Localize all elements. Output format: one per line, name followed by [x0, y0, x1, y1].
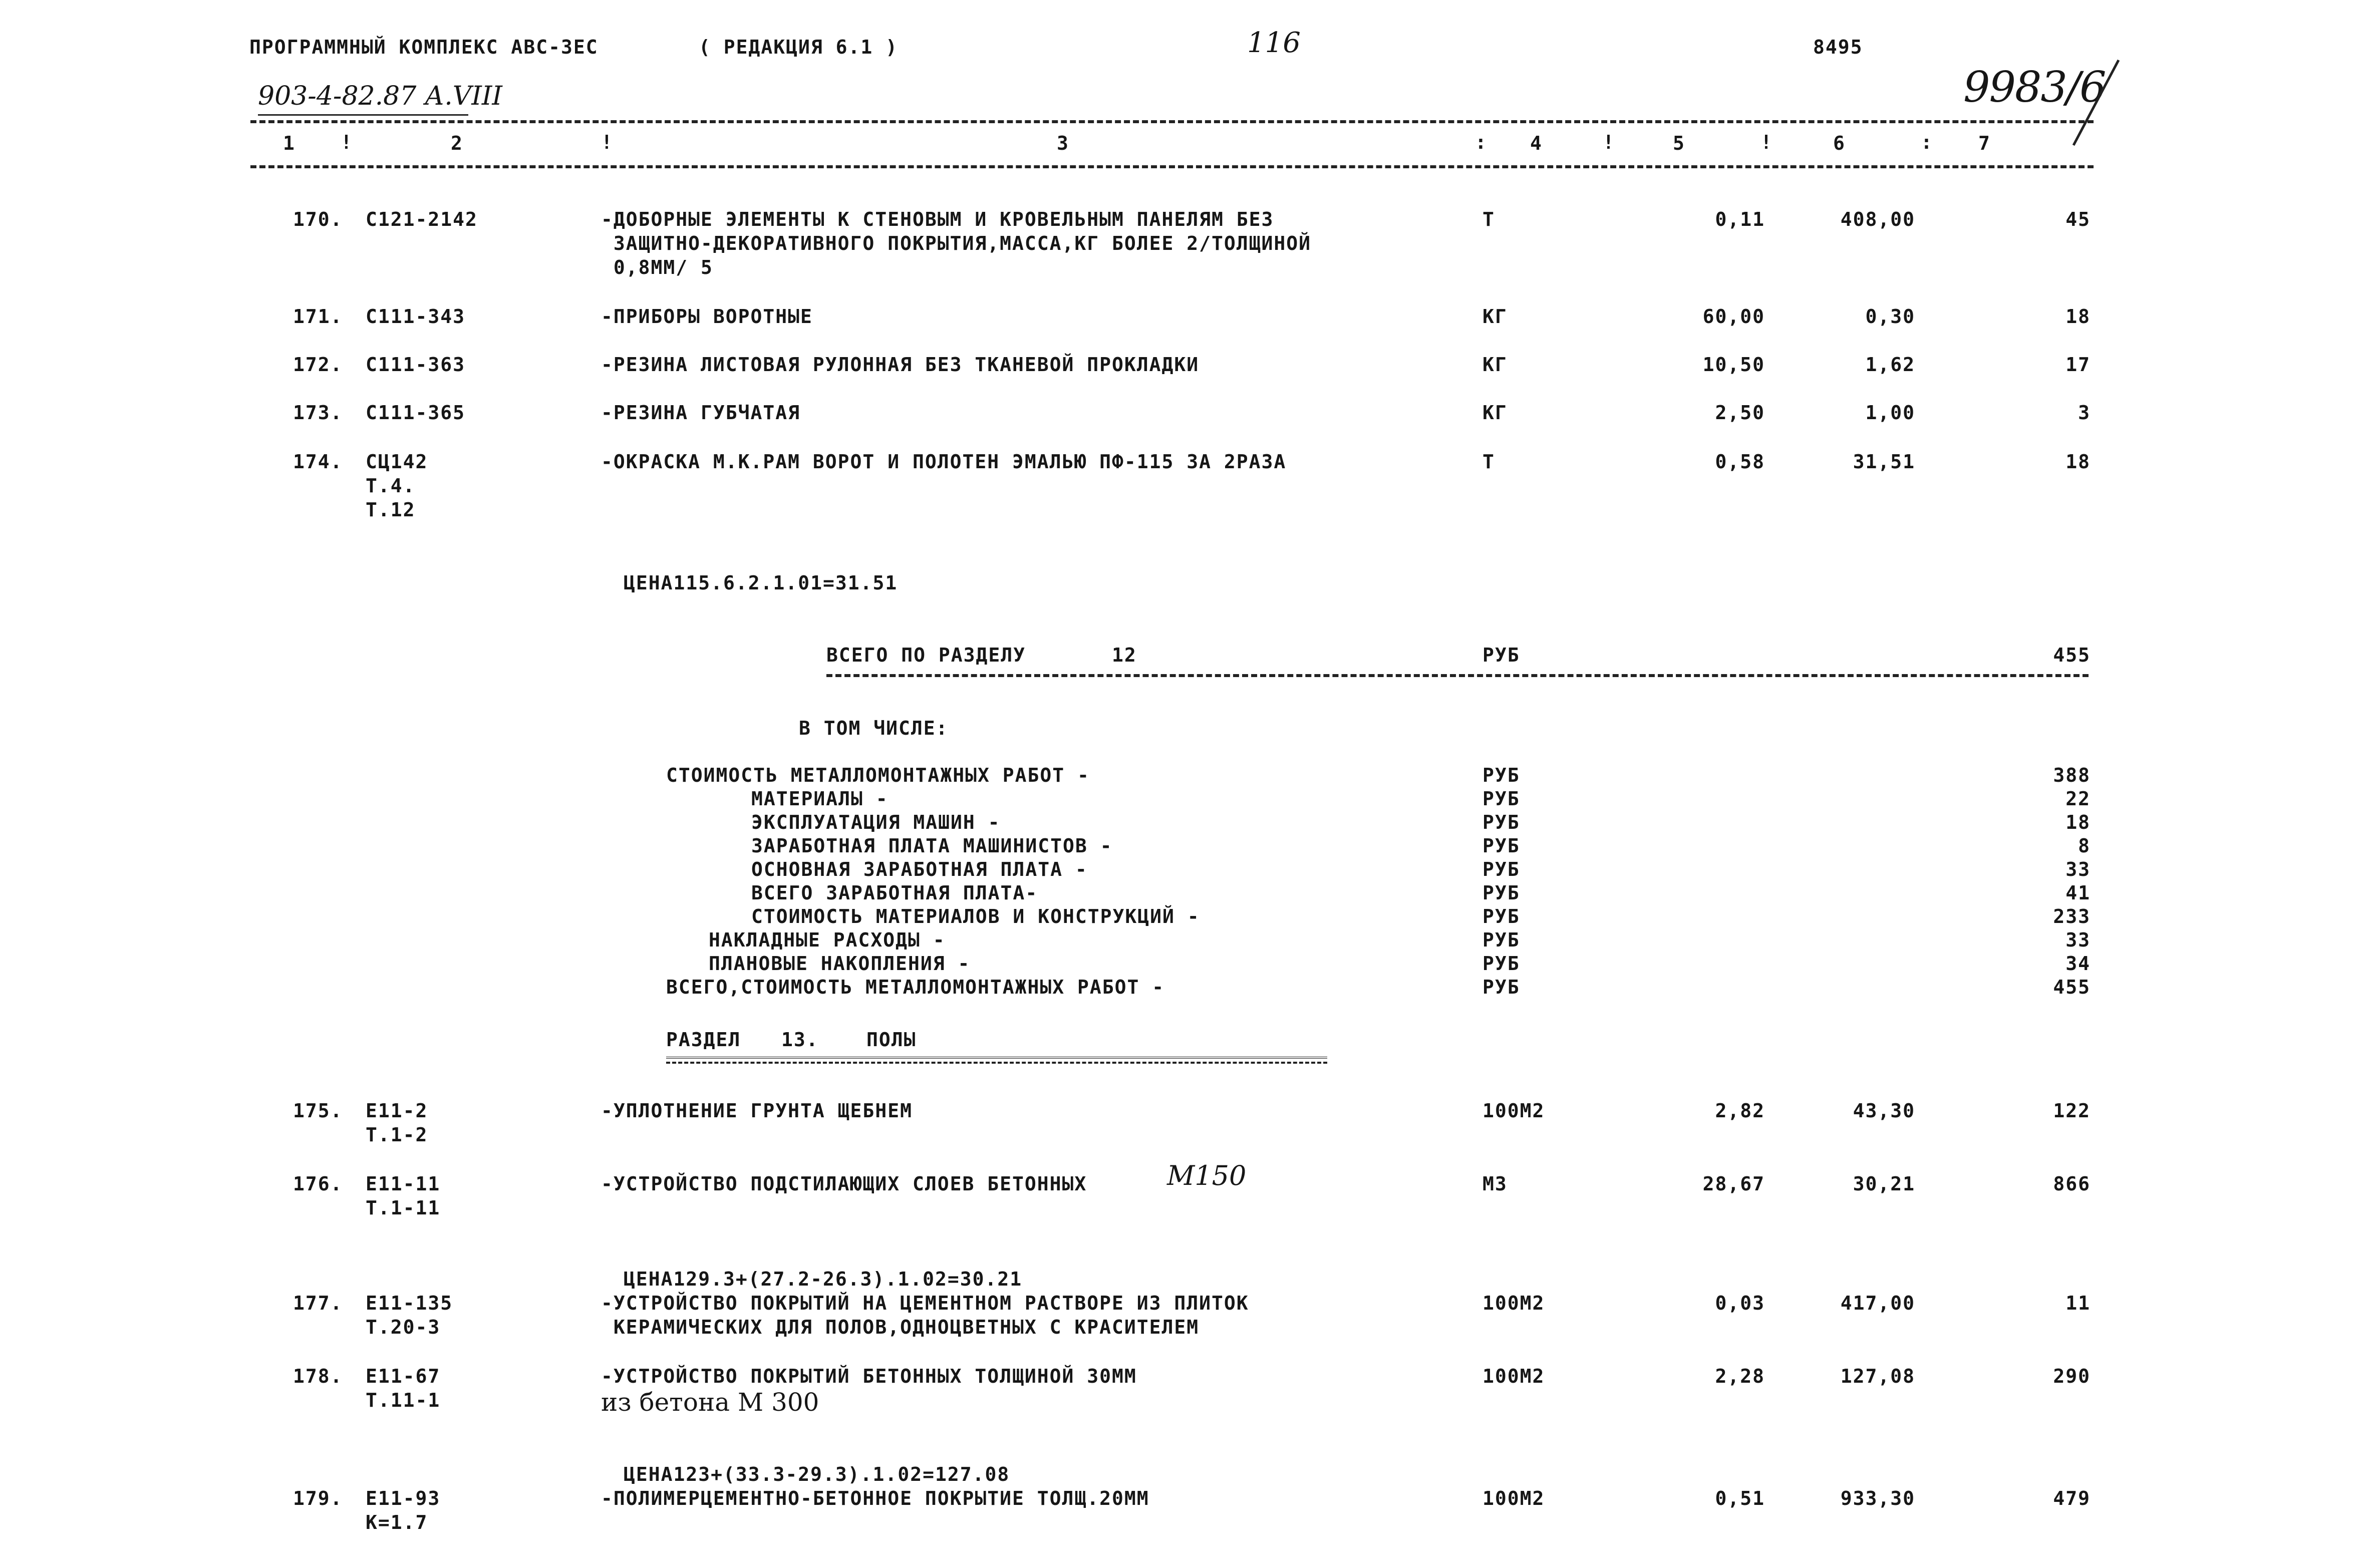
row-unit: 100М2: [1483, 1365, 1545, 1387]
row-unit: М3: [1483, 1173, 1508, 1195]
row-number: 173.: [293, 402, 343, 424]
row-number: 178.: [293, 1365, 343, 1387]
row-unit: 100М2: [1483, 1487, 1545, 1509]
row-description: -ПОЛИМЕРЦЕМЕНТНО-БЕТОННОЕ ПОКРЫТИЕ ТОЛЩ.20ММ: [601, 1487, 1149, 1509]
breakdown-value: 455: [2053, 976, 2091, 998]
row-code: Е11-67: [366, 1365, 441, 1387]
row-code: Е11-2: [366, 1100, 428, 1122]
breakdown-value: 388: [2053, 764, 2091, 786]
breakdown-unit: РУБ: [1483, 882, 1520, 904]
row-quantity: 0,51: [1715, 1487, 1765, 1509]
breakdown-label: НАКЛАДНЫЕ РАСХОДЫ -: [709, 929, 946, 951]
row-description: -РЕЗИНА ЛИСТОВАЯ РУЛОННАЯ БЕЗ ТКАНЕВОЙ ПРОКЛАДКИ: [601, 354, 1200, 376]
row-code: С111-363: [366, 354, 466, 376]
row-code-table: Т.4.: [366, 475, 416, 497]
row-quantity: 2,28: [1715, 1365, 1765, 1387]
row-code-table: К=1.7: [366, 1511, 428, 1533]
row-unit: 100М2: [1483, 1100, 1545, 1122]
row-total: 18: [2065, 305, 2091, 328]
row-number: 170.: [293, 208, 343, 230]
section-total-label: ВСЕГО ПО РАЗДЕЛУ: [826, 644, 1026, 666]
row-code-table: Т.1-2: [366, 1124, 428, 1146]
col-header-3: 3: [1057, 132, 1069, 154]
breakdown-value: 18: [2065, 811, 2091, 833]
row-price: 31,51: [1853, 451, 1915, 473]
page-number: 116: [1247, 27, 1301, 59]
breakdown-label: ПЛАНОВЫЕ НАКОПЛЕНИЯ -: [709, 953, 971, 975]
row-code-table: Т.12: [366, 499, 416, 521]
col-header-4: 4: [1530, 132, 1543, 154]
col-sep: !: [341, 131, 352, 153]
doc-reference: 903-4-82.87 А.VIII: [258, 81, 502, 111]
breakdown-label: ОСНОВНАЯ ЗАРАБОТНАЯ ПЛАТА -: [751, 858, 1088, 880]
section-heading-label: РАЗДЕЛ: [666, 1029, 741, 1051]
row-total: 479: [2053, 1487, 2091, 1509]
row-price: 43,30: [1853, 1100, 1915, 1122]
breakdown-value: 34: [2065, 953, 2091, 975]
row-unit: КГ: [1483, 402, 1508, 424]
row-description: -УПЛОТНЕНИЕ ГРУНТА ЩЕБНЕМ: [601, 1100, 913, 1122]
row-number: 171.: [293, 305, 343, 328]
price-note: ЦЕНА129.3+(27.2-26.3).1.02=30.21: [624, 1268, 1023, 1290]
breakdown-value: 33: [2065, 929, 2091, 951]
row-unit: КГ: [1483, 305, 1508, 328]
row-quantity: 2,50: [1715, 402, 1765, 424]
breakdown-value: 33: [2065, 858, 2091, 880]
row-number: 176.: [293, 1173, 343, 1195]
breakdown-unit: РУБ: [1483, 764, 1520, 786]
row-price: 933,30: [1840, 1487, 1915, 1509]
row-unit: 100М2: [1483, 1292, 1545, 1314]
row-total: 3: [2078, 402, 2091, 424]
row-number: 172.: [293, 354, 343, 376]
row-code-table: Т.11-1: [366, 1389, 441, 1411]
section-heading-rule: [666, 1057, 1327, 1064]
breakdown-label: ЭКСПЛУАТАЦИЯ МАШИН -: [751, 811, 1001, 833]
col-header-5: 5: [1673, 132, 1685, 154]
breakdown-value: 233: [2053, 905, 2091, 927]
row-price: 408,00: [1840, 208, 1915, 230]
col-header-2: 2: [451, 132, 463, 154]
breakdown-label: ВСЕГО,СТОИМОСТЬ МЕТАЛЛОМОНТАЖНЫХ РАБОТ -: [666, 976, 1165, 998]
breakdown-unit: РУБ: [1483, 858, 1520, 880]
col-header-6: 6: [1833, 132, 1846, 154]
row-quantity: 0,03: [1715, 1292, 1765, 1314]
row-price: 127,08: [1840, 1365, 1915, 1387]
header-rule-top: [250, 120, 2094, 123]
row-price: 0,30: [1865, 305, 1915, 328]
price-note: ЦЕНА115.6.2.1.01=31.51: [624, 572, 898, 594]
breakdown-unit: РУБ: [1483, 976, 1520, 998]
row-quantity: 60,00: [1702, 305, 1765, 328]
row-quantity: 10,50: [1702, 354, 1765, 376]
program-title: ПРОГРАММНЫЙ КОМПЛЕКС АВС-3ЕС: [249, 36, 599, 58]
breakdown-label: МАТЕРИАЛЫ -: [751, 788, 889, 810]
row-description: -ПРИБОРЫ ВОРОТНЫЕ: [601, 305, 813, 328]
row-price: 30,21: [1853, 1173, 1915, 1195]
breakdown-unit: РУБ: [1483, 788, 1520, 810]
row-code: Е11-135: [366, 1292, 453, 1314]
breakdown-label: СТОИМОСТЬ МЕТАЛЛОМОНТАЖНЫХ РАБОТ -: [666, 764, 1090, 786]
section-total-number: 12: [1112, 644, 1137, 666]
section-heading-number: 13.: [781, 1029, 819, 1051]
breakdown-label: СТОИМОСТЬ МАТЕРИАЛОВ И КОНСТРУКЦИЙ -: [751, 905, 1200, 927]
row-number: 177.: [293, 1292, 343, 1314]
breakdown-unit: РУБ: [1483, 953, 1520, 975]
price-note: ЦЕНА123+(33.3-29.3).1.02=127.08: [624, 1463, 1010, 1485]
row-price: 1,62: [1865, 354, 1915, 376]
row-code: С111-365: [366, 402, 466, 424]
col-header-7: 7: [1978, 132, 1991, 154]
row-price: 417,00: [1840, 1292, 1915, 1314]
row-quantity: 2,82: [1715, 1100, 1765, 1122]
row-quantity: 0,11: [1715, 208, 1765, 230]
col-header-1: 1: [283, 132, 295, 154]
typed-addition: из бетона М 300: [601, 1388, 819, 1417]
header-rule-bottom: [250, 165, 2094, 168]
sheet-reference: 9983/6: [1963, 63, 2106, 112]
row-description: 0,8ММ/ 5: [601, 256, 713, 278]
section-heading-name: ПОЛЫ: [866, 1029, 917, 1051]
row-description: -РЕЗИНА ГУБЧАТАЯ: [601, 402, 801, 424]
breakdown-label: ВСЕГО ЗАРАБОТНАЯ ПЛАТА-: [751, 882, 1038, 904]
section-total-rule: [826, 674, 2089, 677]
row-unit: Т: [1483, 208, 1495, 230]
row-code: Е11-11: [366, 1173, 441, 1195]
row-code: СЦ142: [366, 451, 428, 473]
breakdown-unit: РУБ: [1483, 811, 1520, 833]
row-price: 1,00: [1865, 402, 1915, 424]
including-label: В ТОМ ЧИСЛЕ:: [799, 717, 949, 739]
row-number: 179.: [293, 1487, 343, 1509]
breakdown-unit: РУБ: [1483, 929, 1520, 951]
breakdown-label: ЗАРАБОТНАЯ ПЛАТА МАШИНИСТОВ -: [751, 835, 1113, 857]
col-sep: !: [1603, 131, 1614, 153]
breakdown-value: 8: [2078, 835, 2091, 857]
row-code-table: Т.1-11: [366, 1197, 441, 1219]
row-total: 122: [2053, 1100, 2091, 1122]
row-code: С121-2142: [366, 208, 478, 230]
row-code: Е11-93: [366, 1487, 441, 1509]
row-unit: Т: [1483, 451, 1495, 473]
row-number: 174.: [293, 451, 343, 473]
row-total: 290: [2053, 1365, 2091, 1387]
breakdown-value: 22: [2065, 788, 2091, 810]
col-sep: !: [601, 131, 613, 153]
row-description: ЗАЩИТНО-ДЕКОРАТИВНОГО ПОКРЫТИЯ,МАССА,КГ БОЛЕЕ 2/ТОЛЩИНОЙ: [601, 232, 1312, 254]
row-quantity: 28,67: [1702, 1173, 1765, 1195]
breakdown-value: 41: [2065, 882, 2091, 904]
row-total: 45: [2065, 208, 2091, 230]
row-description: -УСТРОЙСТВО ПОКРЫТИЙ НА ЦЕМЕНТНОМ РАСТВОРЕ ИЗ ПЛИТОК: [601, 1292, 1249, 1314]
row-quantity: 0,58: [1715, 451, 1765, 473]
doc-reference-underline: [258, 114, 468, 116]
row-total: 866: [2053, 1173, 2091, 1195]
row-unit: КГ: [1483, 354, 1508, 376]
row-total: 17: [2065, 354, 2091, 376]
col-sep: :: [1921, 131, 1932, 153]
handwritten-grade: М150: [1167, 1160, 1247, 1191]
row-code-table: Т.20-3: [366, 1316, 441, 1338]
row-description: -ОКРАСКА М.К.РАМ ВОРОТ И ПОЛОТЕН ЭМАЛЬЮ ПФ-115 ЗА 2РАЗА: [601, 451, 1287, 473]
col-sep: :: [1475, 131, 1487, 153]
row-code: С111-343: [366, 305, 466, 328]
row-total: 18: [2065, 451, 2091, 473]
row-number: 175.: [293, 1100, 343, 1122]
document-code: 8495: [1813, 36, 1863, 58]
breakdown-unit: РУБ: [1483, 905, 1520, 927]
col-sep: !: [1760, 131, 1772, 153]
row-description: -УСТРОЙСТВО ПОКРЫТИЙ БЕТОННЫХ ТОЛЩИНОЙ 30ММ: [601, 1365, 1137, 1387]
section-total-unit: РУБ: [1483, 644, 1520, 666]
edition-label: ( РЕДАКЦИЯ 6.1 ): [699, 36, 899, 58]
row-description: -УСТРОЙСТВО ПОДСТИЛАЮЩИХ СЛОЕВ БЕТОННЫХ: [601, 1173, 1087, 1195]
breakdown-unit: РУБ: [1483, 835, 1520, 857]
section-total-value: 455: [2053, 644, 2091, 666]
row-description: -ДОБОРНЫЕ ЭЛЕМЕНТЫ К СТЕНОВЫМ И КРОВЕЛЬНЫМ ПАНЕЛЯМ БЕЗ: [601, 208, 1274, 230]
row-description: КЕРАМИЧЕСКИХ ДЛЯ ПОЛОВ,ОДНОЦВЕТНЫХ С КРАСИТЕЛЕМ: [601, 1316, 1200, 1338]
row-total: 11: [2065, 1292, 2091, 1314]
sheet-stroke-icon: [2043, 55, 2134, 150]
